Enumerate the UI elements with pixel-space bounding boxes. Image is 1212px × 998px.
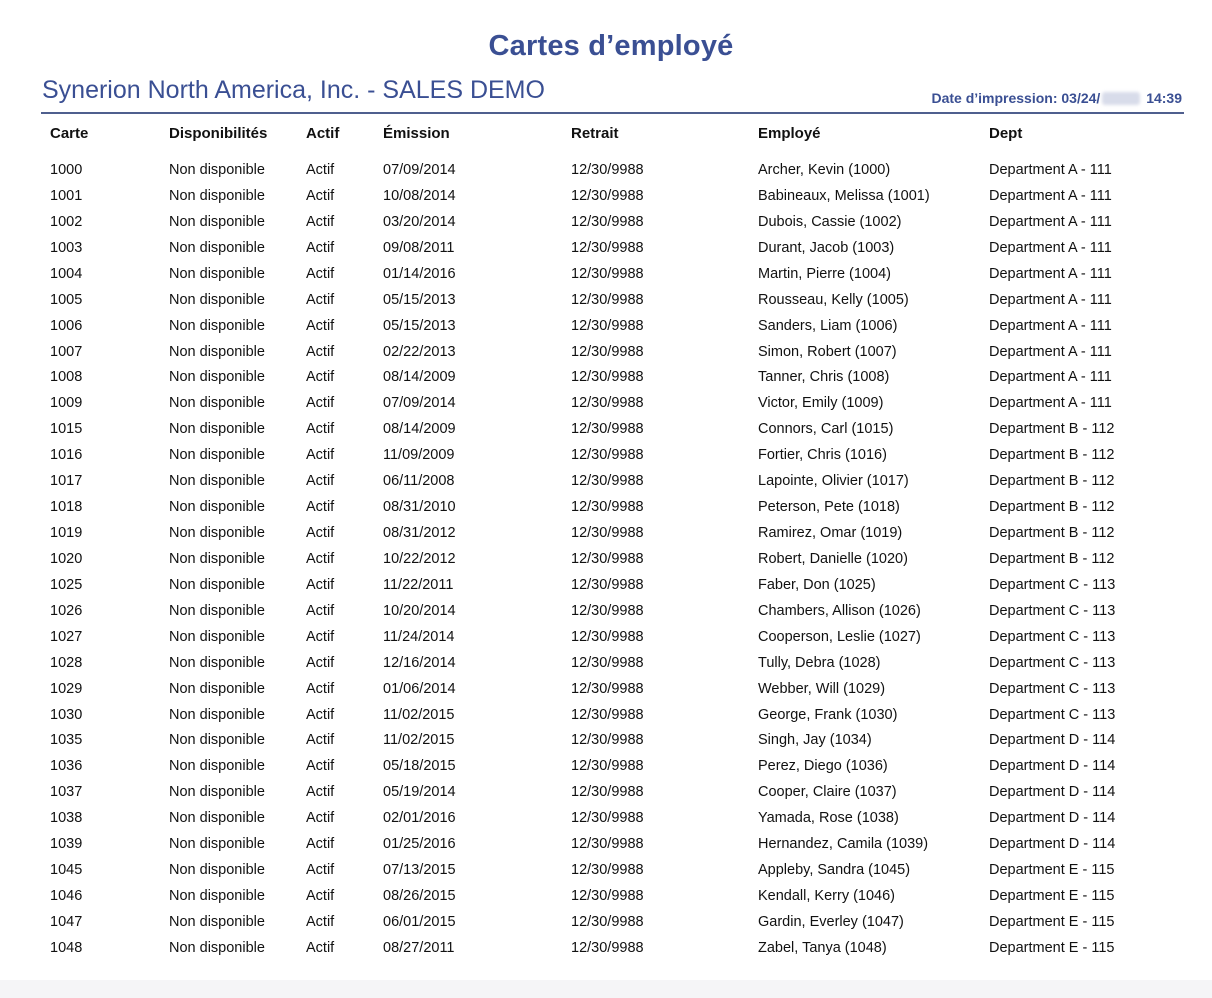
cell-disponibilite: Non disponible xyxy=(169,577,265,593)
cell-retrait: 12/30/9988 xyxy=(571,395,644,411)
cell-disponibilite: Non disponible xyxy=(169,369,265,385)
cell-employe: Perez, Diego (1036) xyxy=(758,758,888,774)
cell-disponibilite: Non disponible xyxy=(169,681,265,697)
cell-dept: Department A - 111 xyxy=(989,292,1112,308)
cell-employe: Chambers, Allison (1026) xyxy=(758,603,921,619)
table-row xyxy=(0,186,1212,210)
cell-carte: 1008 xyxy=(50,369,83,385)
cell-employe: Archer, Kevin (1000) xyxy=(758,162,891,178)
cell-disponibilite: Non disponible xyxy=(169,318,265,334)
table-row xyxy=(0,627,1212,651)
cell-emission: 01/06/2014 xyxy=(383,681,456,697)
cell-carte: 1035 xyxy=(50,732,83,748)
cell-retrait: 12/30/9988 xyxy=(571,940,644,956)
cell-actif: Actif xyxy=(306,292,335,308)
cell-actif: Actif xyxy=(306,551,335,567)
cell-retrait: 12/30/9988 xyxy=(571,551,644,567)
cell-disponibilite: Non disponible xyxy=(169,862,265,878)
table-row xyxy=(0,523,1212,547)
cell-emission: 06/11/2008 xyxy=(383,473,455,489)
cell-emission: 11/02/2015 xyxy=(383,732,455,748)
cell-retrait: 12/30/9988 xyxy=(571,188,644,204)
cell-employe: Dubois, Cassie (1002) xyxy=(758,214,902,230)
cell-retrait: 12/30/9988 xyxy=(571,240,644,256)
print-time: 14:39 xyxy=(1146,90,1182,106)
cell-disponibilite: Non disponible xyxy=(169,499,265,515)
cell-carte: 1045 xyxy=(50,862,83,878)
report-title: Cartes d’employé xyxy=(488,30,734,62)
cell-employe: Kendall, Kerry (1046) xyxy=(758,888,896,904)
cell-carte: 1037 xyxy=(50,784,83,800)
cell-actif: Actif xyxy=(306,214,335,230)
table-row xyxy=(0,705,1212,729)
cell-emission: 07/09/2014 xyxy=(383,395,456,411)
cell-actif: Actif xyxy=(306,758,335,774)
column-header-employe: Employé xyxy=(758,125,821,142)
cell-disponibilite: Non disponible xyxy=(169,758,265,774)
cell-emission: 02/22/2013 xyxy=(383,344,456,360)
cell-carte: 1020 xyxy=(50,551,83,567)
table-row xyxy=(0,756,1212,780)
cell-emission: 02/01/2016 xyxy=(383,810,456,826)
cell-disponibilite: Non disponible xyxy=(169,655,265,671)
cell-emission: 08/14/2009 xyxy=(383,421,456,437)
cell-employe: Singh, Jay (1034) xyxy=(758,732,872,748)
cell-actif: Actif xyxy=(306,240,335,256)
cell-actif: Actif xyxy=(306,888,335,904)
cell-actif: Actif xyxy=(306,810,335,826)
cell-carte: 1018 xyxy=(50,499,83,515)
cell-emission: 08/31/2010 xyxy=(383,499,456,515)
cell-carte: 1038 xyxy=(50,810,83,826)
cell-actif: Actif xyxy=(306,266,335,282)
cell-retrait: 12/30/9988 xyxy=(571,577,644,593)
cell-dept: Department C - 113 xyxy=(989,681,1116,697)
cell-employe: Hernandez, Camila (1039) xyxy=(758,836,929,852)
cell-emission: 12/16/2014 xyxy=(383,655,456,671)
table-row xyxy=(0,730,1212,754)
table-row xyxy=(0,912,1212,936)
cell-retrait: 12/30/9988 xyxy=(571,758,644,774)
cell-disponibilite: Non disponible xyxy=(169,266,265,282)
cell-retrait: 12/30/9988 xyxy=(571,421,644,437)
cell-employe: Tully, Debra (1028) xyxy=(758,655,881,671)
table-row xyxy=(0,601,1212,625)
cell-emission: 05/19/2014 xyxy=(383,784,456,800)
cell-actif: Actif xyxy=(306,914,335,930)
cell-carte: 1015 xyxy=(50,421,83,437)
cell-actif: Actif xyxy=(306,655,335,671)
cell-carte: 1004 xyxy=(50,266,83,282)
cell-carte: 1000 xyxy=(50,162,83,178)
column-header-carte: Carte xyxy=(50,125,89,142)
cell-carte: 1029 xyxy=(50,681,83,697)
cell-retrait: 12/30/9988 xyxy=(571,344,644,360)
cell-emission: 07/13/2015 xyxy=(383,862,456,878)
print-date xyxy=(931,90,1182,106)
table-row xyxy=(0,549,1212,573)
print-date-label: Date d’impression: 03/24/ xyxy=(931,90,1101,106)
cell-dept: Department A - 111 xyxy=(989,188,1112,204)
cell-emission: 01/14/2016 xyxy=(383,266,456,282)
cell-emission: 11/09/2009 xyxy=(383,447,455,463)
cell-retrait: 12/30/9988 xyxy=(571,681,644,697)
cell-emission: 11/22/2011 xyxy=(383,577,454,593)
cell-carte: 1007 xyxy=(50,344,83,360)
cell-retrait: 12/30/9988 xyxy=(571,292,644,308)
cell-carte: 1039 xyxy=(50,836,83,852)
cell-disponibilite: Non disponible xyxy=(169,292,265,308)
cell-carte: 1028 xyxy=(50,655,83,671)
table-row xyxy=(0,471,1212,495)
cell-dept: Department B - 112 xyxy=(989,421,1115,437)
cell-actif: Actif xyxy=(306,162,335,178)
cell-dept: Department E - 115 xyxy=(989,914,1115,930)
cell-employe: Connors, Carl (1015) xyxy=(758,421,894,437)
cell-dept: Department A - 111 xyxy=(989,318,1112,334)
cell-actif: Actif xyxy=(306,188,335,204)
cell-carte: 1019 xyxy=(50,525,83,541)
cell-dept: Department A - 111 xyxy=(989,395,1112,411)
cell-carte: 1025 xyxy=(50,577,83,593)
cell-retrait: 12/30/9988 xyxy=(571,214,644,230)
cell-dept: Department E - 115 xyxy=(989,940,1115,956)
cell-actif: Actif xyxy=(306,577,335,593)
cell-employe: Zabel, Tanya (1048) xyxy=(758,940,887,956)
cell-dept: Department D - 114 xyxy=(989,732,1116,748)
cell-employe: Ramirez, Omar (1019) xyxy=(758,525,903,541)
cell-emission: 08/14/2009 xyxy=(383,369,456,385)
cell-emission: 11/02/2015 xyxy=(383,707,455,723)
cell-emission: 08/31/2012 xyxy=(383,525,456,541)
cell-actif: Actif xyxy=(306,836,335,852)
cell-employe: Sanders, Liam (1006) xyxy=(758,318,898,334)
cell-emission: 09/08/2011 xyxy=(383,240,455,256)
cell-disponibilite: Non disponible xyxy=(169,629,265,645)
cell-retrait: 12/30/9988 xyxy=(571,499,644,515)
table-row xyxy=(0,160,1212,184)
table-row xyxy=(0,316,1212,340)
table-row xyxy=(0,342,1212,366)
cell-dept: Department A - 111 xyxy=(989,369,1112,385)
cell-disponibilite: Non disponible xyxy=(169,188,265,204)
cell-dept: Department B - 112 xyxy=(989,473,1115,489)
redacted-year xyxy=(1102,92,1140,105)
table-row xyxy=(0,497,1212,521)
cell-actif: Actif xyxy=(306,525,335,541)
cell-disponibilite: Non disponible xyxy=(169,162,265,178)
cell-carte: 1003 xyxy=(50,240,83,256)
cell-retrait: 12/30/9988 xyxy=(571,162,644,178)
table-row xyxy=(0,808,1212,832)
cell-disponibilite: Non disponible xyxy=(169,732,265,748)
cell-carte: 1030 xyxy=(50,707,83,723)
cell-carte: 1047 xyxy=(50,914,83,930)
cell-employe: Victor, Emily (1009) xyxy=(758,395,884,411)
cell-dept: Department D - 114 xyxy=(989,836,1116,852)
table-row xyxy=(0,782,1212,806)
cell-dept: Department B - 112 xyxy=(989,499,1115,515)
cell-disponibilite: Non disponible xyxy=(169,914,265,930)
cell-retrait: 12/30/9988 xyxy=(571,525,644,541)
cell-emission: 08/27/2011 xyxy=(383,940,455,956)
cell-actif: Actif xyxy=(306,629,335,645)
cell-emission: 05/15/2013 xyxy=(383,292,456,308)
cell-employe: Lapointe, Olivier (1017) xyxy=(758,473,909,489)
cell-carte: 1016 xyxy=(50,447,83,463)
cell-employe: Gardin, Everley (1047) xyxy=(758,914,904,930)
page-bottom-band xyxy=(0,980,1212,998)
cell-carte: 1005 xyxy=(50,292,83,308)
column-header-actif: Actif xyxy=(306,125,340,142)
cell-disponibilite: Non disponible xyxy=(169,551,265,567)
cell-retrait: 12/30/9988 xyxy=(571,707,644,723)
cell-employe: Babineaux, Melissa (1001) xyxy=(758,188,930,204)
table-row xyxy=(0,860,1212,884)
cell-dept: Department D - 114 xyxy=(989,784,1116,800)
cell-disponibilite: Non disponible xyxy=(169,940,265,956)
cell-disponibilite: Non disponible xyxy=(169,473,265,489)
cell-dept: Department C - 113 xyxy=(989,577,1116,593)
cell-emission: 08/26/2015 xyxy=(383,888,456,904)
cell-carte: 1017 xyxy=(50,473,83,489)
cell-actif: Actif xyxy=(306,499,335,515)
cell-actif: Actif xyxy=(306,473,335,489)
table-row xyxy=(0,679,1212,703)
cell-actif: Actif xyxy=(306,318,335,334)
column-header-dept: Dept xyxy=(989,125,1023,142)
cell-disponibilite: Non disponible xyxy=(169,784,265,800)
cell-emission: 10/22/2012 xyxy=(383,551,456,567)
cell-retrait: 12/30/9988 xyxy=(571,447,644,463)
table-row xyxy=(0,238,1212,262)
cell-employe: Martin, Pierre (1004) xyxy=(758,266,891,282)
cell-dept: Department D - 114 xyxy=(989,758,1116,774)
cell-employe: George, Frank (1030) xyxy=(758,707,898,723)
cell-carte: 1046 xyxy=(50,888,83,904)
cell-retrait: 12/30/9988 xyxy=(571,318,644,334)
cell-emission: 03/20/2014 xyxy=(383,214,456,230)
cell-employe: Webber, Will (1029) xyxy=(758,681,886,697)
cell-actif: Actif xyxy=(306,681,335,697)
table-row xyxy=(0,264,1212,288)
cell-actif: Actif xyxy=(306,369,335,385)
column-header-disponibilites: Disponibilités xyxy=(169,125,268,142)
cell-employe: Simon, Robert (1007) xyxy=(758,344,897,360)
cell-emission: 07/09/2014 xyxy=(383,162,456,178)
cell-employe: Tanner, Chris (1008) xyxy=(758,369,890,385)
cell-employe: Yamada, Rose (1038) xyxy=(758,810,899,826)
cell-employe: Faber, Don (1025) xyxy=(758,577,876,593)
column-header-emission: Émission xyxy=(383,125,450,142)
cell-actif: Actif xyxy=(306,940,335,956)
cell-carte: 1048 xyxy=(50,940,83,956)
column-header-retrait: Retrait xyxy=(571,125,619,142)
cell-retrait: 12/30/9988 xyxy=(571,810,644,826)
table-row xyxy=(0,834,1212,858)
cell-retrait: 12/30/9988 xyxy=(571,784,644,800)
cell-carte: 1027 xyxy=(50,629,83,645)
cell-actif: Actif xyxy=(306,862,335,878)
cell-employe: Cooperson, Leslie (1027) xyxy=(758,629,921,645)
cell-retrait: 12/30/9988 xyxy=(571,473,644,489)
table-row xyxy=(0,393,1212,417)
cell-dept: Department A - 111 xyxy=(989,266,1112,282)
table-row xyxy=(0,367,1212,391)
cell-carte: 1006 xyxy=(50,318,83,334)
cell-dept: Department E - 115 xyxy=(989,888,1115,904)
table-row xyxy=(0,290,1212,314)
cell-retrait: 12/30/9988 xyxy=(571,836,644,852)
cell-dept: Department C - 113 xyxy=(989,629,1116,645)
cell-actif: Actif xyxy=(306,447,335,463)
table-row xyxy=(0,419,1212,443)
cell-employe: Cooper, Claire (1037) xyxy=(758,784,897,800)
cell-disponibilite: Non disponible xyxy=(169,810,265,826)
cell-disponibilite: Non disponible xyxy=(169,344,265,360)
cell-actif: Actif xyxy=(306,344,335,360)
cell-disponibilite: Non disponible xyxy=(169,707,265,723)
cell-actif: Actif xyxy=(306,421,335,437)
cell-dept: Department C - 113 xyxy=(989,655,1116,671)
cell-dept: Department A - 111 xyxy=(989,162,1112,178)
cell-dept: Department E - 115 xyxy=(989,862,1115,878)
cell-disponibilite: Non disponible xyxy=(169,603,265,619)
cell-dept: Department C - 113 xyxy=(989,707,1116,723)
table-row xyxy=(0,445,1212,469)
cell-employe: Rousseau, Kelly (1005) xyxy=(758,292,909,308)
cell-dept: Department C - 113 xyxy=(989,603,1116,619)
cell-disponibilite: Non disponible xyxy=(169,240,265,256)
cell-dept: Department A - 111 xyxy=(989,344,1112,360)
cell-disponibilite: Non disponible xyxy=(169,525,265,541)
cell-disponibilite: Non disponible xyxy=(169,395,265,411)
cell-carte: 1026 xyxy=(50,603,83,619)
cell-retrait: 12/30/9988 xyxy=(571,914,644,930)
table-row xyxy=(0,653,1212,677)
cell-emission: 01/25/2016 xyxy=(383,836,456,852)
header-divider xyxy=(41,112,1184,114)
cell-actif: Actif xyxy=(306,784,335,800)
table-row xyxy=(0,886,1212,910)
cell-dept: Department A - 111 xyxy=(989,214,1112,230)
cell-retrait: 12/30/9988 xyxy=(571,732,644,748)
cell-emission: 06/01/2015 xyxy=(383,914,456,930)
cell-retrait: 12/30/9988 xyxy=(571,655,644,671)
cell-dept: Department D - 114 xyxy=(989,810,1116,826)
cell-retrait: 12/30/9988 xyxy=(571,369,644,385)
table-header xyxy=(0,124,1212,148)
cell-dept: Department B - 112 xyxy=(989,525,1115,541)
cell-retrait: 12/30/9988 xyxy=(571,862,644,878)
cell-carte: 1001 xyxy=(50,188,83,204)
cell-carte: 1036 xyxy=(50,758,83,774)
cell-employe: Fortier, Chris (1016) xyxy=(758,447,887,463)
cell-retrait: 12/30/9988 xyxy=(571,888,644,904)
cell-disponibilite: Non disponible xyxy=(169,836,265,852)
cell-emission: 05/18/2015 xyxy=(383,758,456,774)
cell-actif: Actif xyxy=(306,603,335,619)
cell-carte: 1009 xyxy=(50,395,83,411)
cell-actif: Actif xyxy=(306,707,335,723)
cell-emission: 10/20/2014 xyxy=(383,603,456,619)
cell-dept: Department B - 112 xyxy=(989,447,1115,463)
cell-emission: 10/08/2014 xyxy=(383,188,456,204)
cell-emission: 05/15/2013 xyxy=(383,318,456,334)
cell-disponibilite: Non disponible xyxy=(169,421,265,437)
cell-actif: Actif xyxy=(306,395,335,411)
cell-retrait: 12/30/9988 xyxy=(571,603,644,619)
cell-employe: Robert, Danielle (1020) xyxy=(758,551,908,567)
cell-carte: 1002 xyxy=(50,214,83,230)
cell-employe: Durant, Jacob (1003) xyxy=(758,240,895,256)
cell-employe: Appleby, Sandra (1045) xyxy=(758,862,911,878)
table-row xyxy=(0,212,1212,236)
cell-emission: 11/24/2014 xyxy=(383,629,455,645)
cell-disponibilite: Non disponible xyxy=(169,214,265,230)
cell-employe: Peterson, Pete (1018) xyxy=(758,499,900,515)
table-row xyxy=(0,938,1212,962)
cell-actif: Actif xyxy=(306,732,335,748)
cell-disponibilite: Non disponible xyxy=(169,447,265,463)
cell-retrait: 12/30/9988 xyxy=(571,629,644,645)
company-name: Synerion North America, Inc. - SALES DEMO xyxy=(42,76,545,104)
cell-disponibilite: Non disponible xyxy=(169,888,265,904)
cell-retrait: 12/30/9988 xyxy=(571,266,644,282)
cell-dept: Department A - 111 xyxy=(989,240,1112,256)
table-row xyxy=(0,575,1212,599)
cell-dept: Department B - 112 xyxy=(989,551,1115,567)
